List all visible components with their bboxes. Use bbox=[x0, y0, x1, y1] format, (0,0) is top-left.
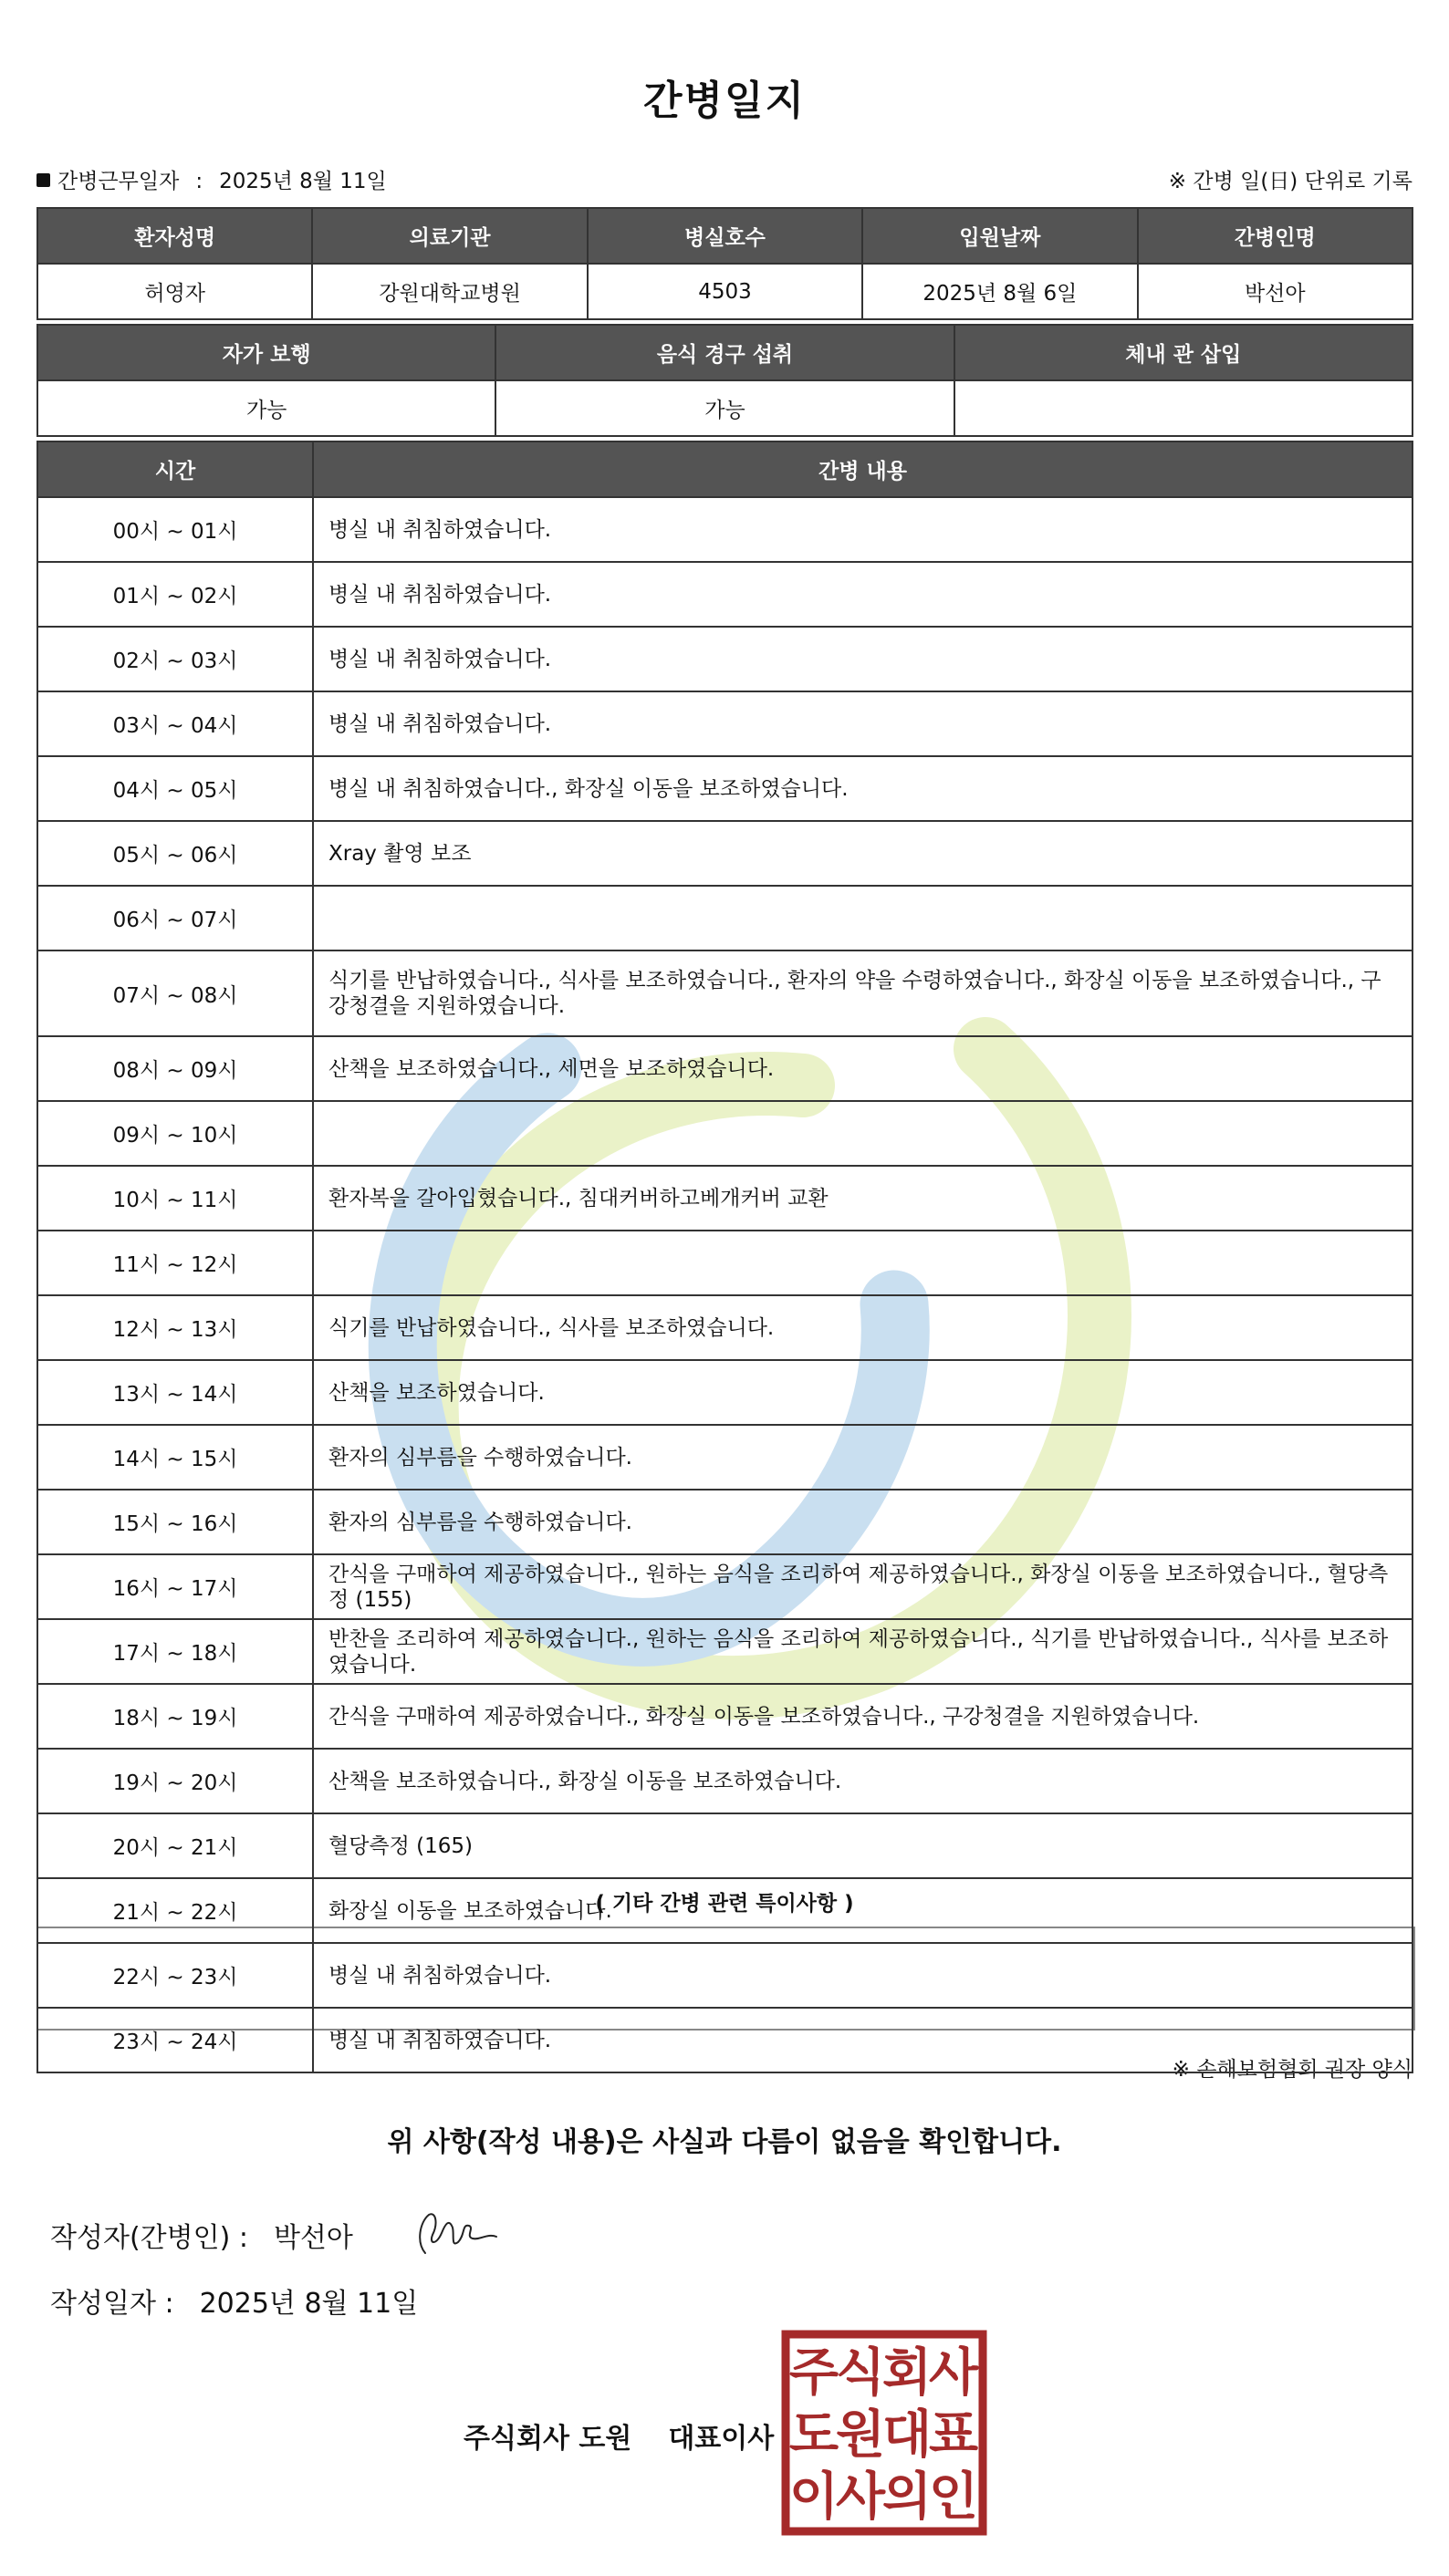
log-time: 12시 ~ 13시 bbox=[37, 1295, 313, 1360]
log-time: 03시 ~ 04시 bbox=[37, 691, 313, 756]
log-time: 13시 ~ 14시 bbox=[37, 1360, 313, 1425]
seal-char: 인 bbox=[928, 2467, 979, 2527]
confirmation-statement: 위 사항(작성 내용)은 사실과 다름이 없음을 확인합니다. bbox=[387, 2126, 1062, 2158]
log-row bbox=[37, 627, 1413, 691]
log-content bbox=[313, 1101, 1413, 1166]
log-content: 환자복을 갈아입혔습니다., 침대커버하고베개커버 교환 bbox=[313, 1166, 1413, 1231]
log-row bbox=[37, 1231, 1413, 1295]
log-time: 20시 ~ 21시 bbox=[37, 1813, 313, 1878]
log-content: 병실 내 취침하였습니다. bbox=[313, 497, 1413, 562]
company-seal-stamp bbox=[781, 2330, 987, 2536]
log-row bbox=[37, 1813, 1413, 1878]
writer-name: 박선아 bbox=[273, 2222, 353, 2254]
log-content: 병실 내 취침하였습니다. bbox=[313, 1943, 1413, 2008]
log-content: 간식을 구매하여 제공하였습니다., 원하는 음식을 조리하여 제공하였습니다., 화장실 이동을 보조하였습니다., 혈당측정 (155) bbox=[313, 1554, 1413, 1619]
log-content bbox=[313, 1231, 1413, 1295]
log-content: 병실 내 취침하였습니다. bbox=[313, 627, 1413, 691]
log-row bbox=[37, 886, 1413, 950]
work-date-separator: : bbox=[195, 170, 203, 193]
caregiver-name: 박선아 bbox=[1138, 264, 1413, 319]
patient-name: 허영자 bbox=[37, 264, 312, 319]
company-line bbox=[464, 2415, 774, 2456]
log-time: 15시 ~ 16시 bbox=[37, 1490, 313, 1554]
writer-label: 작성자(간병인) : bbox=[50, 2222, 248, 2254]
log-content: 환자의 심부름을 수행하였습니다. bbox=[313, 1490, 1413, 1554]
header-admission-date: 입원날짜 bbox=[862, 208, 1137, 264]
square-bullet-icon bbox=[36, 173, 50, 187]
seal-char: 식 bbox=[835, 2343, 886, 2403]
log-time: 01시 ~ 02시 bbox=[37, 562, 313, 627]
work-date-line bbox=[36, 164, 1413, 195]
log-content: 산책을 보조하였습니다., 화장실 이동을 보조하였습니다. bbox=[313, 1749, 1413, 1813]
log-content: 화장실 이동을 보조하였습니다. bbox=[313, 1878, 1413, 1943]
header-hospital: 의료기관 bbox=[312, 208, 587, 264]
log-time: 05시 ~ 06시 bbox=[37, 821, 313, 886]
log-content: 병실 내 취침하였습니다., 화장실 이동을 보조하였습니다. bbox=[313, 756, 1413, 821]
log-time: 16시 ~ 17시 bbox=[37, 1554, 313, 1619]
admission-date: 2025년 8월 6일 bbox=[862, 264, 1137, 319]
log-time: 08시 ~ 09시 bbox=[37, 1036, 313, 1101]
notes-title: ( 기타 간병 관련 특이사항 ) bbox=[595, 1892, 854, 1916]
handwritten-signature bbox=[409, 2206, 509, 2260]
log-row bbox=[37, 1619, 1413, 1684]
log-row bbox=[37, 821, 1413, 886]
seal-char: 이 bbox=[788, 2467, 839, 2527]
log-row bbox=[37, 497, 1413, 562]
log-time: 06시 ~ 07시 bbox=[37, 886, 313, 950]
oral-intake-value: 가능 bbox=[495, 380, 954, 436]
log-row bbox=[37, 1425, 1413, 1490]
page-title: 간병일지 bbox=[642, 78, 806, 124]
seal-char: 원 bbox=[835, 2405, 886, 2465]
seal-char: 의 bbox=[881, 2467, 933, 2527]
log-time: 22시 ~ 23시 bbox=[37, 1943, 313, 2008]
header-self-walking: 자가 보행 bbox=[37, 325, 495, 380]
header-room-number: 병실호수 bbox=[588, 208, 862, 264]
seal-char: 주 bbox=[788, 2343, 839, 2403]
daily-record-note: ※ 간병 일(日) 단위로 기록 bbox=[1168, 170, 1413, 193]
log-row bbox=[37, 950, 1413, 1036]
log-content: 산책을 보조하였습니다., 세면을 보조하였습니다. bbox=[313, 1036, 1413, 1101]
log-row bbox=[37, 1943, 1413, 2008]
log-content bbox=[313, 886, 1413, 950]
log-content: 혈당측정 (165) bbox=[313, 1813, 1413, 1878]
written-date-label: 작성일자 : bbox=[50, 2288, 174, 2320]
tube-insertion-value bbox=[954, 380, 1413, 436]
log-time: 18시 ~ 19시 bbox=[37, 1684, 313, 1749]
log-content: 식기를 반납하였습니다., 식사를 보조하였습니다., 환자의 약을 수령하였습니다., 화장실 이동을 보조하였습니다., 구강청결을 지원하였습니다. bbox=[313, 950, 1413, 1036]
log-row bbox=[37, 756, 1413, 821]
log-time: 07시 ~ 08시 bbox=[37, 950, 313, 1036]
seal-char: 회 bbox=[881, 2343, 933, 2403]
room-number: 4503 bbox=[588, 264, 862, 319]
form-source-note: ※ 손해보험협회 권장 양식 bbox=[1172, 2058, 1413, 2082]
log-time: 23시 ~ 24시 bbox=[37, 2008, 313, 2072]
hospital-name: 강원대학교병원 bbox=[312, 264, 587, 319]
ceo-title: 대표이사 bbox=[668, 2423, 775, 2455]
log-content: 병실 내 취침하였습니다. bbox=[313, 691, 1413, 756]
log-time: 19시 ~ 20시 bbox=[37, 1749, 313, 1813]
log-row bbox=[37, 562, 1413, 627]
log-time: 21시 ~ 22시 bbox=[37, 1878, 313, 1943]
log-time: 00시 ~ 01시 bbox=[37, 497, 313, 562]
company-name: 주식회사 도원 bbox=[464, 2423, 632, 2455]
work-date-value: 2025년 8월 11일 bbox=[219, 170, 387, 193]
log-row bbox=[37, 1749, 1413, 1813]
hourly-log-table bbox=[36, 441, 1413, 2073]
log-row bbox=[37, 691, 1413, 756]
log-time: 10시 ~ 11시 bbox=[37, 1166, 313, 1231]
seal-char: 도 bbox=[788, 2405, 839, 2465]
log-row bbox=[37, 2008, 1413, 2072]
log-row bbox=[37, 1878, 1413, 1943]
log-time: 14시 ~ 15시 bbox=[37, 1425, 313, 1490]
log-content: 환자의 심부름을 수행하였습니다. bbox=[313, 1425, 1413, 1490]
log-content: 간식을 구매하여 제공하였습니다., 화장실 이동을 보조하였습니다., 구강청결을 지원하였습니다. bbox=[313, 1684, 1413, 1749]
seal-char: 사 bbox=[835, 2467, 886, 2527]
log-time: 04시 ~ 05시 bbox=[37, 756, 313, 821]
log-row bbox=[37, 1295, 1413, 1360]
log-row bbox=[37, 1490, 1413, 1554]
self-walking-value: 가능 bbox=[37, 380, 495, 436]
header-patient-name: 환자성명 bbox=[37, 208, 312, 264]
writer-line bbox=[50, 2215, 353, 2255]
log-content: Xray 촬영 보조 bbox=[313, 821, 1413, 886]
header-caregiver-name: 간병인명 bbox=[1138, 208, 1413, 264]
log-content: 식기를 반납하였습니다., 식사를 보조하였습니다. bbox=[313, 1295, 1413, 1360]
log-row bbox=[37, 1166, 1413, 1231]
log-content: 산책을 보조하였습니다. bbox=[313, 1360, 1413, 1425]
log-content: 병실 내 취침하였습니다. bbox=[313, 2008, 1413, 2072]
log-row bbox=[37, 1036, 1413, 1101]
header-oral-intake: 음식 경구 섭취 bbox=[495, 325, 954, 380]
log-content: 반찬을 조리하여 제공하였습니다., 원하는 음식을 조리하여 제공하였습니다., 식기를 반납하였습니다., 식사를 보조하였습니다. bbox=[313, 1619, 1413, 1684]
log-row bbox=[37, 1101, 1413, 1166]
written-date-line bbox=[50, 2280, 418, 2321]
log-row bbox=[37, 1554, 1413, 1619]
log-rows bbox=[37, 497, 1413, 2072]
log-time: 17시 ~ 18시 bbox=[37, 1619, 313, 1684]
written-date-value: 2025년 8월 11일 bbox=[199, 2288, 419, 2320]
patient-status-table bbox=[36, 324, 1413, 437]
header-care-content: 간병 내용 bbox=[313, 441, 1413, 497]
log-time: 02시 ~ 03시 bbox=[37, 627, 313, 691]
seal-char: 대 bbox=[881, 2405, 933, 2465]
seal-char: 표 bbox=[928, 2405, 979, 2465]
log-time: 09시 ~ 10시 bbox=[37, 1101, 313, 1166]
seal-char: 사 bbox=[928, 2343, 979, 2403]
header-time: 시간 bbox=[37, 441, 313, 497]
log-time: 11시 ~ 12시 bbox=[37, 1231, 313, 1295]
patient-info-table bbox=[36, 207, 1413, 320]
log-row bbox=[37, 1360, 1413, 1425]
log-content: 병실 내 취침하였습니다. bbox=[313, 562, 1413, 627]
log-row bbox=[37, 1684, 1413, 1749]
work-date-label: 간병근무일자 bbox=[57, 170, 180, 193]
header-tube-insertion: 체내 관 삽입 bbox=[954, 325, 1413, 380]
